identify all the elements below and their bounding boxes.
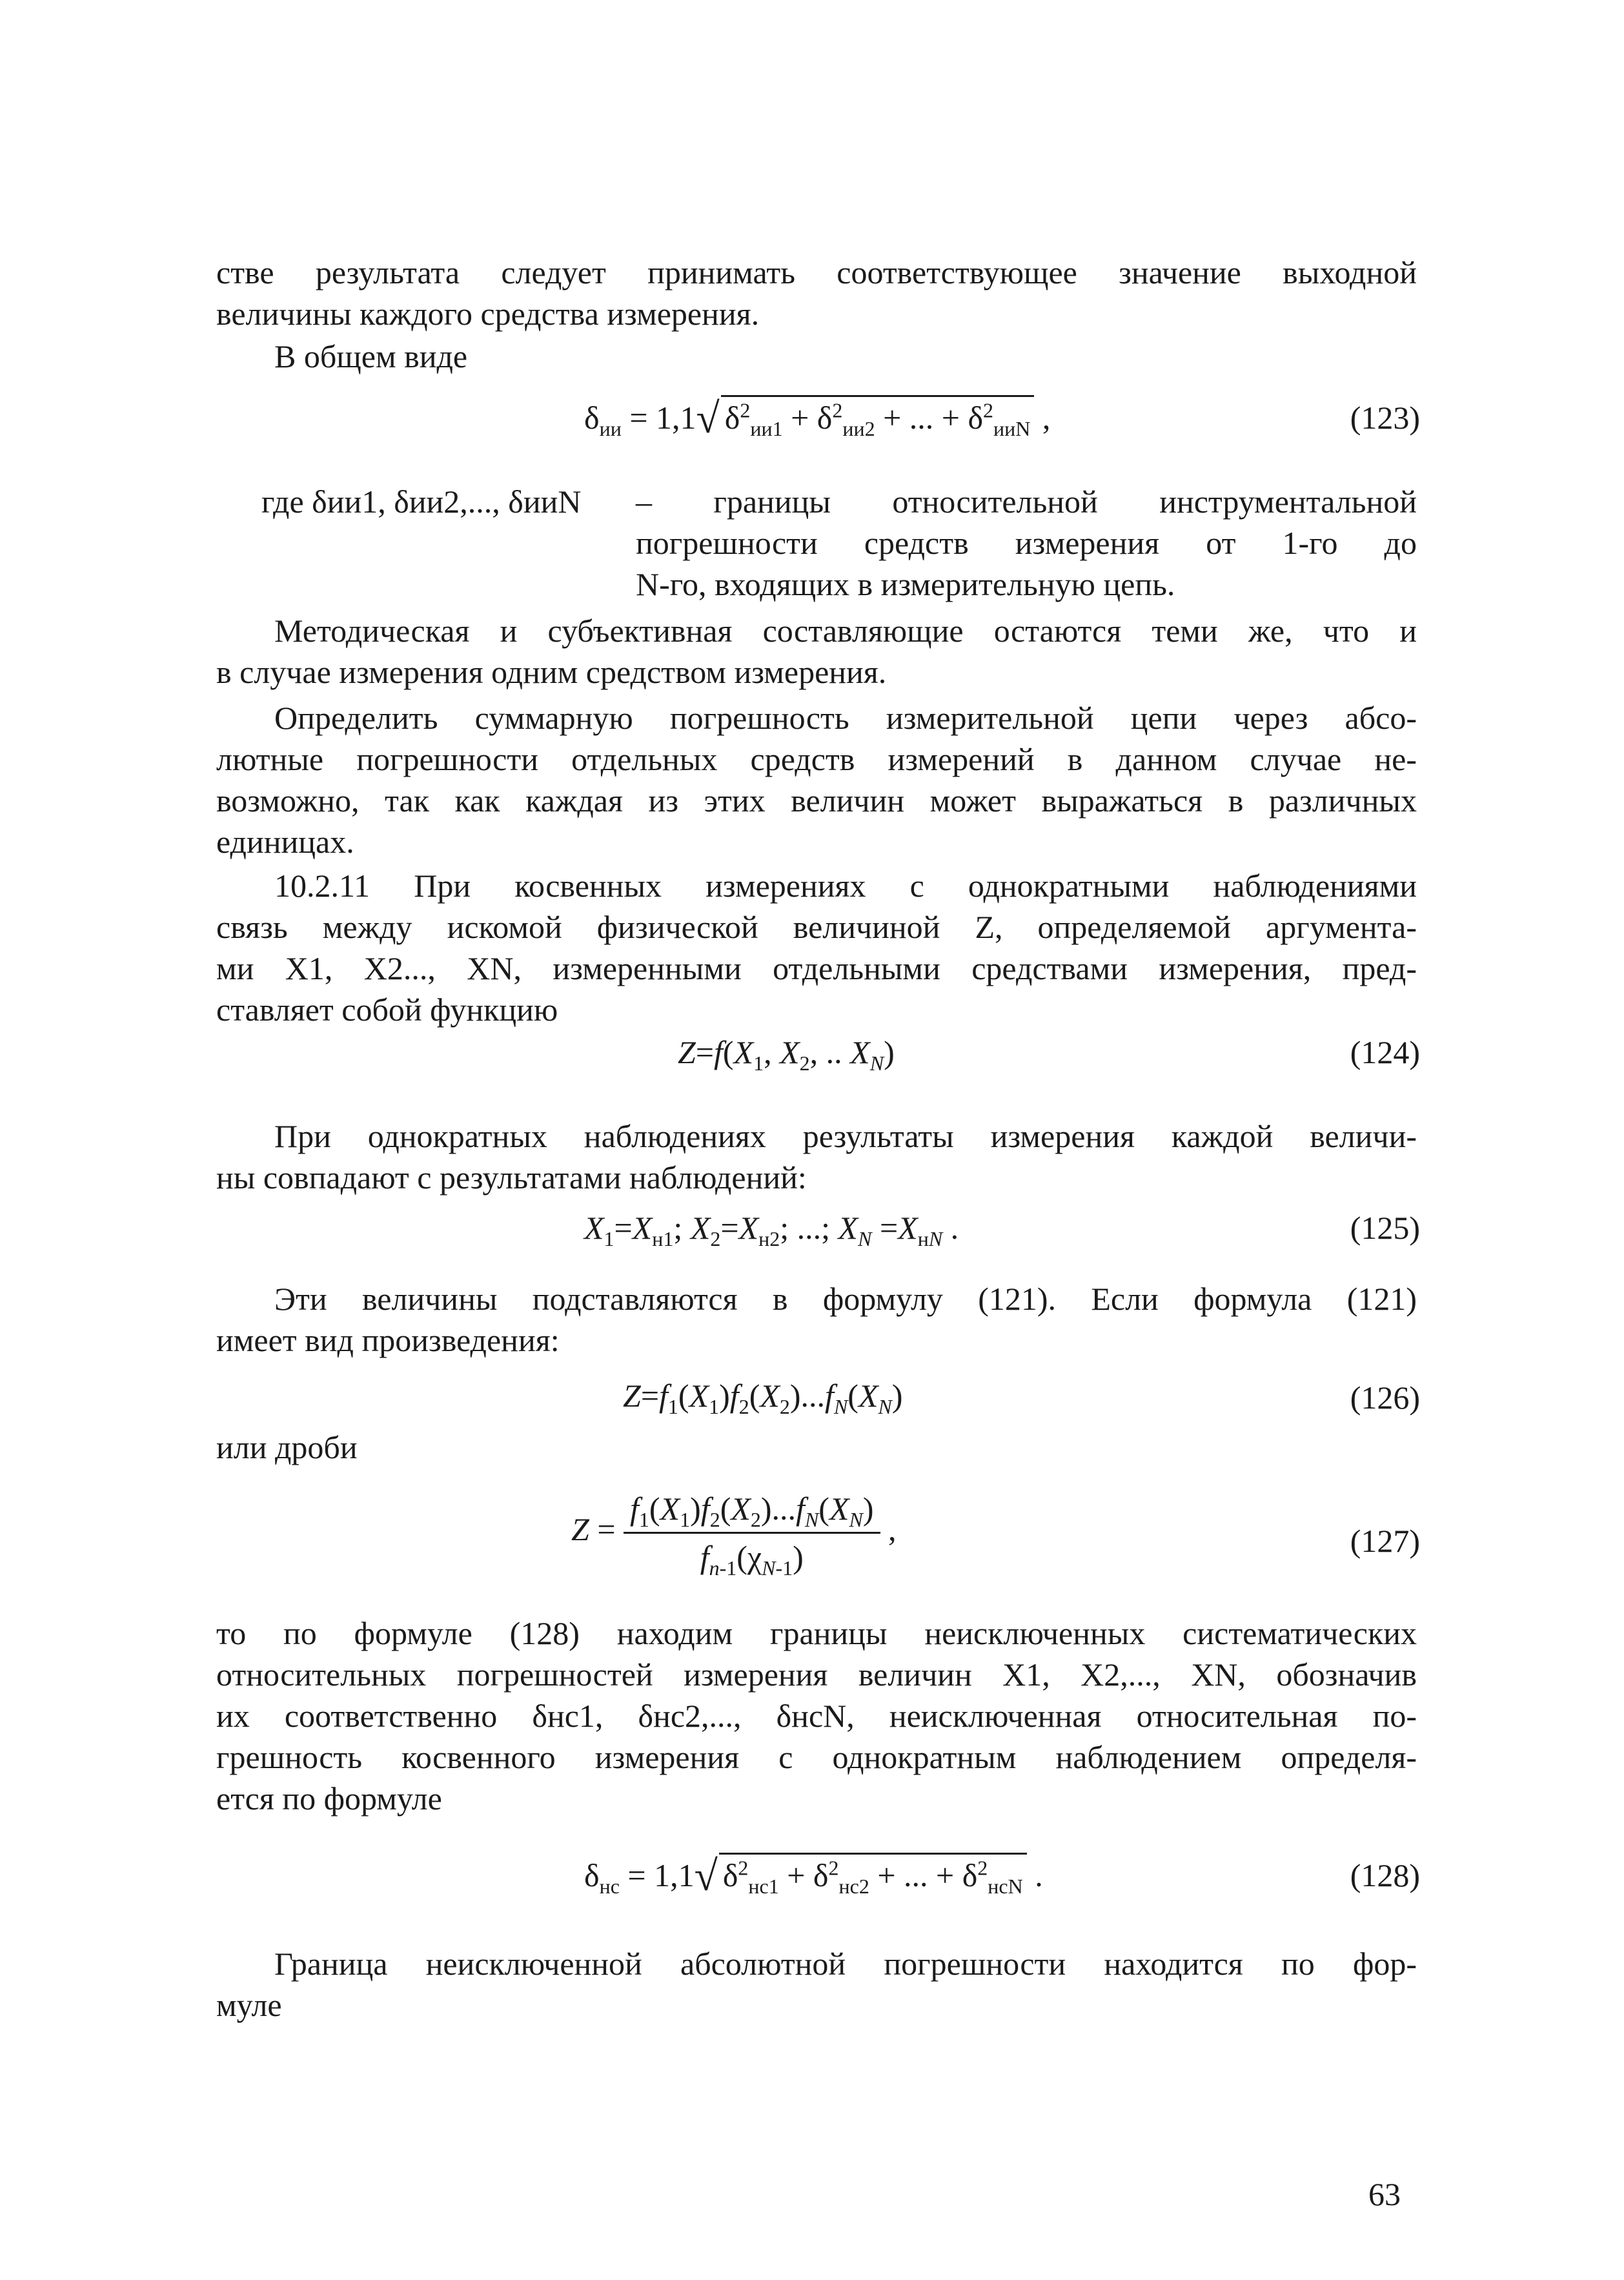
text-line: лютные погрешности отдельных средств измерений в данном случае не- [216, 741, 1417, 777]
equation-number-128: (128) [1350, 1857, 1420, 1893]
text-line: Эти величины подставляются в формулу (121). Если формула (121) [274, 1281, 1417, 1317]
text-line: единицах. [216, 824, 354, 860]
equation-123: $\delta_{ии} = 1,1√$ $\delta^2_{ии1} + \delta^2_{ии2}$ + ... + $\delta^2_{ииN}$ , [584, 395, 1051, 442]
text-line: величины каждого средства измерения. [216, 296, 760, 332]
text-line: ется по формуле [216, 1780, 442, 1817]
paragraph-general [216, 336, 1417, 377]
text-line: ми X1, X2..., XN, измеренными отдельными средствами измерения, пред- [216, 950, 1417, 986]
text-line: или дроби [216, 1429, 358, 1465]
paragraph-or-fraction [216, 1427, 1417, 1468]
text-line: то по формуле (128) находим границы неисключенных систематических [216, 1615, 1417, 1651]
paragraph-10-2-11 [216, 865, 1417, 1030]
text-line: возможно, так как каждая из этих величин может выражаться в различных [216, 782, 1417, 819]
text-line: ставляет собой функцию [216, 992, 558, 1028]
equation-number-127: (127) [1350, 1523, 1420, 1559]
text-line: связь между искомой физической величиной Z, определяемой аргумента- [216, 909, 1417, 945]
equation-125: $X_1=X_{н1}$; $X_2=X_{н2}$; ...; $X_N =X_{нN}$ . [584, 1210, 959, 1250]
paragraph-substitute [216, 1278, 1417, 1361]
equation-127: Z = $\frac{f_1(X_1)f_2(X_2)...f_N(X_N)}{f_{n-1}(\chi_{N-1})}$ , [571, 1488, 897, 1578]
text-line: В общем виде [274, 338, 468, 374]
text-line: Методическая и субъективная составляющие остаются теми же, что и [274, 613, 1417, 649]
text-line: имеет вид произведения: [216, 1322, 560, 1358]
text-line: Определить суммарную погрешность измерительной цепи через абсо- [274, 700, 1417, 736]
paragraph-absolute-error [216, 1943, 1417, 2026]
paragraph-result [216, 252, 1417, 334]
text-line: При однократных наблюдениях результаты измерения каждой величи- [274, 1118, 1417, 1154]
text-line: стве результата следует принимать соответствующее значение выходной [216, 254, 1417, 290]
text-line: Граница неисключенной абсолютной погрешности находится по фор- [274, 1946, 1417, 1982]
fraction: $\frac{f_1(X_1)f_2(X_2)...f_N(X_N)}{f_{n-1}(\chi_{N-1})}$ [624, 1488, 880, 1578]
where-definition [636, 481, 1417, 605]
equation-number-123: (123) [1350, 400, 1420, 436]
equation-number-124: (124) [1350, 1034, 1420, 1070]
equation-124: $Z=f(X_1$, $X_2$, .. $X_N$) [678, 1034, 895, 1075]
paragraph-methodical [216, 610, 1417, 693]
paragraph-single-observation [216, 1115, 1417, 1198]
text-line: их соответственно δнс1, δнс2,..., δнсN, неисключенная относительная по- [216, 1698, 1417, 1734]
text-line: в случае измерения одним средством измерения. [216, 654, 887, 690]
page-number: 63 [1368, 2176, 1401, 2212]
equation-number-126: (126) [1350, 1379, 1420, 1416]
equation-126: $Z=f_1(X_1)f_2(X_2)...f_N(X_N)$ [623, 1378, 903, 1418]
text-line: N-го, входящих в измерительную цепь. [636, 566, 1175, 602]
equation-128: $\delta_{нс} = 1,1√$ $\delta^2_{нс1} + \delta^2_{нс2}$ + ... + $\delta^2_{нсN}$ . [584, 1853, 1043, 1900]
text-line: муле [216, 1987, 282, 2023]
text-line: ны совпадают с результатами наблюдений: [216, 1159, 807, 1196]
text-line: – границы относительной инструментальной [636, 483, 1417, 520]
text-line: погрешности средств измерения от 1-го до [636, 525, 1417, 561]
text-line: 10.2.11 При косвенных измерениях с однократными наблюдениями [274, 868, 1417, 904]
where-label: где δии1, δии2,..., δииN [261, 483, 582, 520]
text-line: грешность косвенного измерения с однократным наблюдением определя- [216, 1739, 1417, 1775]
text-line: относительных погрешностей измерения величин X1, X2,..., XN, обозначив [216, 1656, 1417, 1693]
paragraph-define [216, 697, 1417, 862]
equation-number-125: (125) [1350, 1210, 1420, 1246]
paragraph-by-formula [216, 1613, 1417, 1819]
